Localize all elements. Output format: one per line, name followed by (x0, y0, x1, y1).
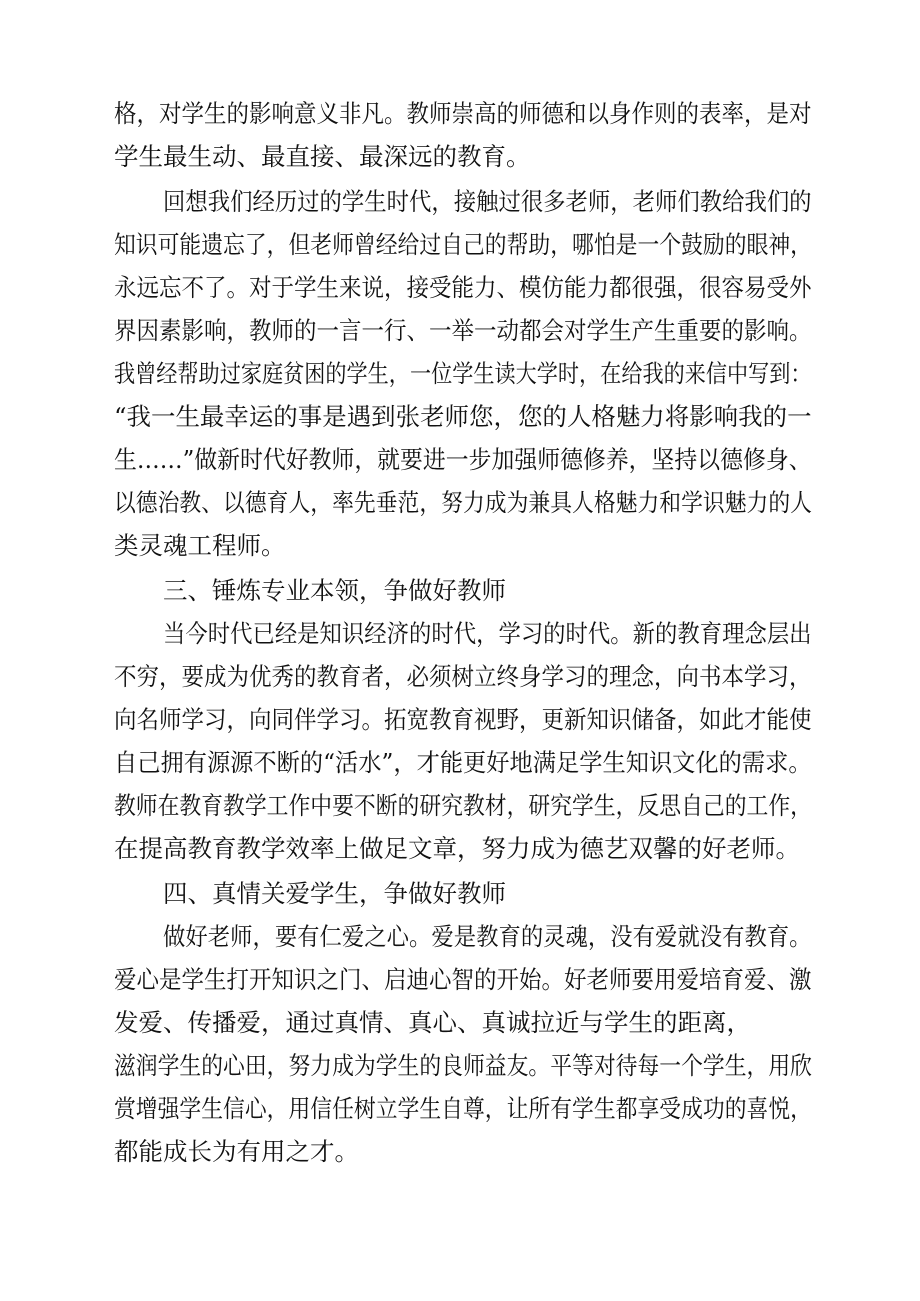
text-line: 生……”做新时代好教师，就要进一步加强师德修养，坚持以德修身、 (114, 445, 812, 474)
text-line: 格，对学生的影响意义非凡。教师崇高的师德和以身作则的表率，是对 (114, 99, 812, 128)
text-line: 在提高教育教学效率上做足文章，努力成为德艺双馨的好老师。 (114, 834, 800, 863)
text-line: 不穷，要成为优秀的教育者，必须树立终身学习的理念，向书本学习， (114, 662, 812, 691)
text-line: 发爱、传播爱，通过真情、真心、真诚拉近与学生的距离， (114, 1008, 751, 1037)
text-line: “我一生最幸运的事是遇到张老师您，您的人格魅力将影响我的一 (114, 402, 812, 431)
text-line: 都能成长为有用之才。 (114, 1137, 359, 1166)
text-line: 我曾经帮助过家庭贫困的学生，一位学生读大学时，在给我的来信中写到： (114, 359, 812, 388)
text-line: 爱心是学生打开知识之门、启迪心智的开始。好老师要用爱培育爱、激 (114, 965, 812, 994)
text-line: 滋润学生的心田，努力成为学生的良师益友。平等对待每一个学生，用欣 (114, 1051, 812, 1080)
text-line: 永远忘不了。对于学生来说，接受能力、模仿能力都很强，很容易受外 (114, 273, 812, 302)
section-heading: 三、锤炼专业本领，争做好教师 (163, 576, 506, 605)
text-line: 回想我们经历过的学生时代，接触过很多老师，老师们教给我们的 (163, 187, 812, 216)
text-line: 学生最生动、最直接、最深远的教育。 (114, 142, 531, 171)
text-line: 教师在教育教学工作中要不断的研究教材，研究学生，反思自己的工作， (114, 791, 812, 820)
text-line: 赏增强学生信心，用信任树立学生自尊，让所有学生都享受成功的喜悦， (114, 1094, 812, 1123)
text-line: 知识可能遗忘了，但老师曾经给过自己的帮助，哪怕是一个鼓励的眼神， (114, 230, 812, 259)
text-line: 界因素影响，教师的一言一行、一举一动都会对学生产生重要的影响。 (114, 316, 812, 345)
text-line: 做好老师，要有仁爱之心。爱是教育的灵魂，没有爱就没有教育。 (163, 922, 812, 951)
text-line: 类灵魂工程师。 (114, 531, 286, 560)
text-line: 以德治教、以德育人，率先垂范，努力成为兼具人格魅力和学识魅力的人 (114, 488, 812, 517)
text-line: 自己拥有源源不断的“活水”，才能更好地满足学生知识文化的需求。 (114, 748, 812, 777)
text-line: 向名师学习，向同伴学习。拓宽教育视野，更新知识储备，如此才能使 (114, 705, 812, 734)
text-line: 当今时代已经是知识经济的时代，学习的时代。新的教育理念层出 (163, 619, 812, 648)
section-heading: 四、真情关爱学生，争做好教师 (163, 879, 506, 908)
